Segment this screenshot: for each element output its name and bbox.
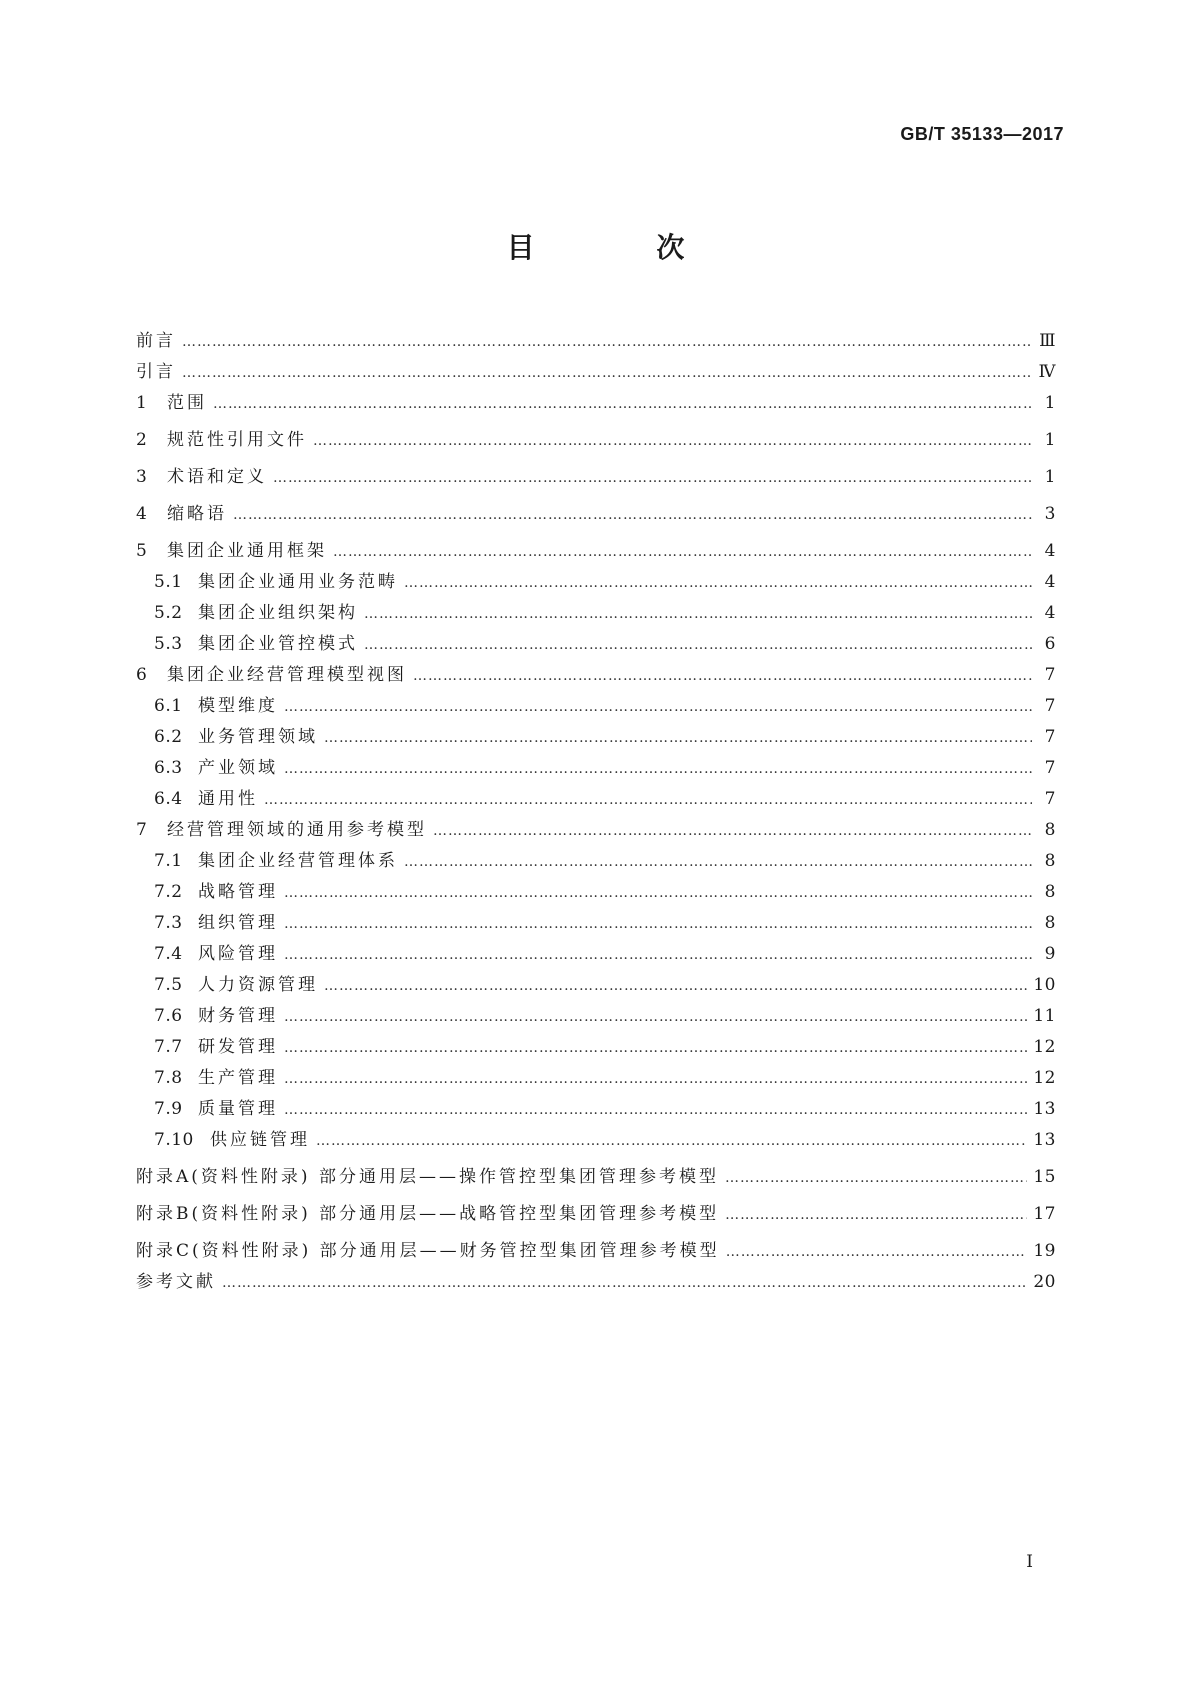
toc-entry-title: 财务管理 bbox=[198, 1006, 278, 1026]
table-of-contents bbox=[136, 326, 1056, 1298]
dot-leader bbox=[284, 754, 1032, 785]
toc-entry-title: 缩略语 bbox=[167, 504, 227, 524]
toc-entry-page: 1 bbox=[1044, 393, 1056, 413]
dot-leader bbox=[273, 463, 1032, 494]
dot-leader bbox=[725, 1163, 1027, 1194]
page-title: 目 次 bbox=[506, 231, 741, 264]
toc-entry-6-2[interactable] bbox=[136, 722, 1056, 753]
toc-entry-7-3[interactable] bbox=[136, 908, 1056, 939]
dot-leader bbox=[324, 971, 1027, 1002]
dot-leader bbox=[284, 940, 1032, 971]
toc-entry-page: 7 bbox=[1044, 789, 1056, 809]
toc-entry-page: 6 bbox=[1044, 634, 1056, 654]
toc-entry-title: 供应链管理 bbox=[210, 1130, 310, 1150]
toc-entry-page: 3 bbox=[1044, 504, 1056, 524]
toc-entry-title: 规范性引用文件 bbox=[167, 430, 307, 450]
toc-entry-title: 生产管理 bbox=[198, 1068, 278, 1088]
toc-entry-number: 6.1 bbox=[154, 696, 183, 716]
toc-entry-title: 附录C(资料性附录) 部分通用层——财务管控型集团管理参考模型 bbox=[136, 1241, 720, 1261]
standard-code: GB/T 35133—2017 bbox=[900, 124, 1064, 144]
toc-entry-title: 风险管理 bbox=[198, 944, 278, 964]
toc-entry-title: 经营管理领域的通用参考模型 bbox=[167, 820, 427, 840]
dot-leader bbox=[726, 1237, 1028, 1268]
toc-entry-number: 6.2 bbox=[154, 727, 183, 747]
toc-entry-title: 质量管理 bbox=[198, 1099, 278, 1119]
toc-entry-title: 集团企业经营管理体系 bbox=[198, 851, 398, 871]
toc-entry-page: 1 bbox=[1044, 467, 1056, 487]
toc-entry-title: 战略管理 bbox=[198, 882, 278, 902]
toc-entry-number: 6.4 bbox=[154, 789, 183, 809]
toc-entry-page: 10 bbox=[1033, 975, 1056, 995]
toc-entry-7-9[interactable] bbox=[136, 1094, 1056, 1125]
dot-leader bbox=[313, 426, 1032, 457]
toc-entry-page: 12 bbox=[1033, 1037, 1056, 1057]
toc-entry-7-8[interactable] bbox=[136, 1063, 1056, 1094]
toc-entry-number: 5.1 bbox=[154, 572, 183, 592]
toc-entry-page: 15 bbox=[1033, 1167, 1056, 1187]
toc-entry-number: 7.1 bbox=[154, 851, 183, 871]
page-number: I bbox=[1026, 1552, 1033, 1572]
toc-entry-number: 6.3 bbox=[154, 758, 183, 778]
toc-entry-page: 13 bbox=[1033, 1130, 1056, 1150]
toc-entry-5-1[interactable] bbox=[136, 567, 1056, 598]
toc-entry-title: 集团企业组织架构 bbox=[198, 603, 358, 623]
toc-entry-title: 参考文献 bbox=[136, 1272, 216, 1292]
toc-entry-7-1[interactable] bbox=[136, 846, 1056, 877]
dot-leader bbox=[324, 723, 1032, 754]
toc-entry-introduction[interactable] bbox=[136, 357, 1056, 388]
toc-entry-5[interactable] bbox=[136, 536, 1056, 567]
toc-entry-number: 7.8 bbox=[154, 1068, 183, 1088]
toc-entry-5-3[interactable] bbox=[136, 629, 1056, 660]
toc-entry-page: 4 bbox=[1044, 541, 1056, 561]
toc-entry-page: 9 bbox=[1044, 944, 1056, 964]
toc-entry-6[interactable] bbox=[136, 660, 1056, 691]
dot-leader bbox=[433, 816, 1032, 847]
toc-entry-title: 组织管理 bbox=[198, 913, 278, 933]
toc-entry-page: 19 bbox=[1033, 1241, 1056, 1261]
toc-entry-page: Ⅲ bbox=[1039, 331, 1056, 351]
toc-entry-foreword[interactable] bbox=[136, 326, 1056, 357]
dot-leader bbox=[404, 847, 1032, 878]
toc-entry-bibliography[interactable] bbox=[136, 1267, 1056, 1298]
toc-entry-page: 4 bbox=[1044, 603, 1056, 623]
toc-entry-page: 8 bbox=[1044, 820, 1056, 840]
toc-entry-title: 集团企业管控模式 bbox=[198, 634, 358, 654]
toc-entry-title: 通用性 bbox=[198, 789, 258, 809]
toc-entry-title: 人力资源管理 bbox=[198, 975, 318, 995]
dot-leader bbox=[182, 327, 1032, 358]
toc-entry-page: 11 bbox=[1033, 1006, 1056, 1026]
toc-entry-page: 7 bbox=[1044, 758, 1056, 778]
toc-entry-page: 7 bbox=[1044, 696, 1056, 716]
dot-leader bbox=[333, 537, 1032, 568]
toc-entry-title: 研发管理 bbox=[198, 1037, 278, 1057]
toc-entry-page: 8 bbox=[1044, 851, 1056, 871]
dot-leader bbox=[284, 1033, 1027, 1064]
toc-entry-title: 附录A(资料性附录) 部分通用层——操作管控型集团管理参考模型 bbox=[136, 1167, 719, 1187]
dot-leader bbox=[213, 389, 1032, 420]
toc-entry-number: 1 bbox=[136, 393, 148, 413]
toc-entry-appendix-a[interactable] bbox=[136, 1162, 1056, 1193]
toc-entry-7[interactable] bbox=[136, 815, 1056, 846]
toc-entry-page: 8 bbox=[1044, 913, 1056, 933]
toc-entry-6-3[interactable] bbox=[136, 753, 1056, 784]
dot-leader bbox=[364, 630, 1032, 661]
dot-leader bbox=[284, 1002, 1027, 1033]
toc-entry-number: 7.3 bbox=[154, 913, 183, 933]
dot-leader bbox=[284, 878, 1032, 909]
dot-leader bbox=[284, 1095, 1027, 1126]
toc-entry-7-5[interactable] bbox=[136, 970, 1056, 1001]
toc-entry-title: 集团企业通用业务范畴 bbox=[198, 572, 398, 592]
toc-entry-page: 17 bbox=[1033, 1204, 1056, 1224]
dot-leader bbox=[725, 1200, 1027, 1231]
dot-leader bbox=[264, 785, 1032, 816]
toc-entry-number: 5.2 bbox=[154, 603, 183, 623]
toc-entry-number: 7.6 bbox=[154, 1006, 183, 1026]
toc-entry-7-6[interactable] bbox=[136, 1001, 1056, 1032]
toc-entry-number: 7 bbox=[136, 820, 148, 840]
toc-entry-title: 附录B(资料性附录) 部分通用层——战略管控型集团管理参考模型 bbox=[136, 1204, 720, 1224]
toc-entry-4[interactable] bbox=[136, 499, 1056, 530]
toc-entry-appendix-b[interactable] bbox=[136, 1199, 1056, 1230]
toc-entry-5-2[interactable] bbox=[136, 598, 1056, 629]
toc-entry-title: 范围 bbox=[167, 393, 207, 413]
toc-entry-title: 术语和定义 bbox=[167, 467, 267, 487]
toc-entry-title: 引言 bbox=[136, 362, 176, 382]
dot-leader bbox=[233, 500, 1032, 531]
toc-entry-7-7[interactable] bbox=[136, 1032, 1056, 1063]
toc-entry-title: 产业领域 bbox=[198, 758, 278, 778]
toc-entry-appendix-c[interactable] bbox=[136, 1236, 1056, 1267]
dot-leader bbox=[222, 1268, 1027, 1299]
toc-entry-page: 4 bbox=[1044, 572, 1056, 592]
toc-entry-title: 集团企业经营管理模型视图 bbox=[167, 665, 407, 685]
toc-entry-number: 6 bbox=[136, 665, 148, 685]
toc-entry-1[interactable] bbox=[136, 388, 1056, 419]
dot-leader bbox=[182, 358, 1032, 389]
dot-leader bbox=[284, 1064, 1027, 1095]
toc-entry-number: 4 bbox=[136, 504, 148, 524]
toc-entry-number: 7.2 bbox=[154, 882, 183, 902]
toc-entry-page: Ⅳ bbox=[1038, 362, 1056, 382]
toc-entry-3[interactable] bbox=[136, 462, 1056, 493]
toc-entry-page: 12 bbox=[1033, 1068, 1056, 1088]
toc-entry-number: 2 bbox=[136, 430, 148, 450]
dot-leader bbox=[413, 661, 1032, 692]
toc-entry-page: 7 bbox=[1044, 665, 1056, 685]
toc-entry-6-1[interactable] bbox=[136, 691, 1056, 722]
toc-entry-2[interactable] bbox=[136, 425, 1056, 456]
toc-entry-number: 5.3 bbox=[154, 634, 183, 654]
toc-entry-page: 1 bbox=[1044, 430, 1056, 450]
toc-entry-6-4[interactable] bbox=[136, 784, 1056, 815]
toc-entry-7-10[interactable] bbox=[136, 1125, 1056, 1156]
toc-entry-title: 前言 bbox=[136, 331, 176, 351]
toc-entry-title: 集团企业通用框架 bbox=[167, 541, 327, 561]
toc-entry-number: 7.4 bbox=[154, 944, 183, 964]
toc-entry-number: 7.7 bbox=[154, 1037, 183, 1057]
toc-entry-number: 7.5 bbox=[154, 975, 183, 995]
toc-entry-title: 模型维度 bbox=[198, 696, 278, 716]
toc-entry-number: 7.9 bbox=[154, 1099, 183, 1119]
toc-entry-page: 13 bbox=[1033, 1099, 1056, 1119]
toc-entry-number: 3 bbox=[136, 467, 148, 487]
toc-entry-7-4[interactable] bbox=[136, 939, 1056, 970]
toc-entry-number: 7.10 bbox=[154, 1130, 194, 1150]
dot-leader bbox=[364, 599, 1032, 630]
toc-entry-page: 8 bbox=[1044, 882, 1056, 902]
dot-leader bbox=[316, 1126, 1027, 1157]
toc-entry-page: 7 bbox=[1044, 727, 1056, 747]
toc-entry-number: 5 bbox=[136, 541, 148, 561]
toc-entry-7-2[interactable] bbox=[136, 877, 1056, 908]
dot-leader bbox=[284, 692, 1032, 723]
toc-entry-page: 20 bbox=[1033, 1272, 1056, 1292]
toc-entry-title: 业务管理领域 bbox=[198, 727, 318, 747]
dot-leader bbox=[284, 909, 1032, 940]
dot-leader bbox=[404, 568, 1032, 599]
